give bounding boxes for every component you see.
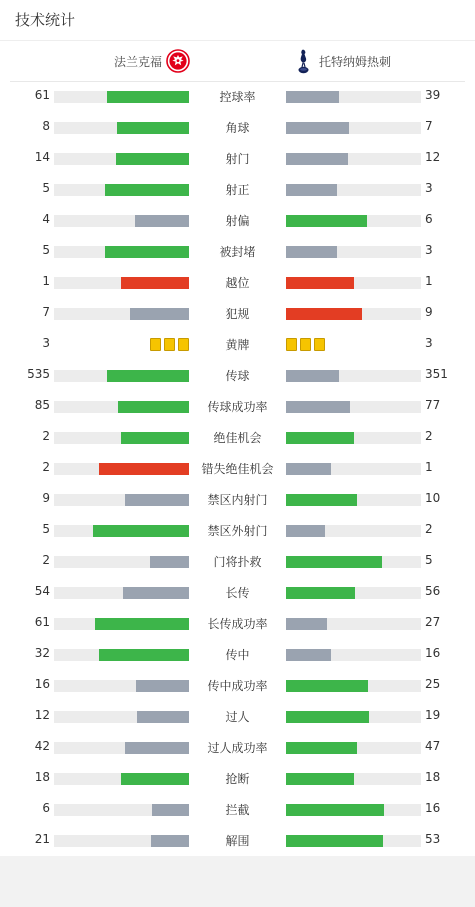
stat-label: 抢断 (225, 772, 250, 786)
stat-label: 拦截 (225, 803, 250, 817)
stat-label: 控球率 (219, 90, 256, 104)
home-bar-track (54, 711, 189, 723)
home-value: 61 (34, 615, 50, 629)
stat-label: 过人成功率 (207, 741, 268, 755)
away-bar (286, 525, 325, 537)
away-bar-track (286, 215, 421, 227)
home-bar-track (54, 525, 189, 537)
home-bar (123, 587, 189, 599)
stat-row-crosses (0, 639, 475, 670)
away-value: 16 (425, 646, 441, 660)
stat-row-yellow-cards (0, 329, 475, 360)
home-value: 5 (42, 243, 50, 257)
home-bar-track (54, 494, 189, 506)
home-value: 9 (42, 491, 50, 505)
away-bar-track (286, 525, 421, 537)
home-bar (121, 277, 189, 289)
home-value: 18 (34, 770, 50, 784)
home-value: 61 (34, 88, 50, 102)
home-bar-track (54, 401, 189, 413)
away-bar (286, 91, 339, 103)
stat-row-offsides (0, 267, 475, 298)
home-team-name: 法兰克福 (113, 55, 162, 69)
home-bar (105, 246, 189, 258)
home-value: 7 (42, 305, 50, 319)
home-bar-track (54, 370, 189, 382)
away-value: 18 (425, 770, 441, 784)
away-bar-track (286, 680, 421, 692)
stat-label: 传球 (225, 369, 250, 383)
home-bar (136, 680, 189, 692)
away-bar (286, 649, 331, 661)
away-bar (286, 277, 354, 289)
away-value: 351 (425, 367, 448, 381)
home-bar (99, 463, 189, 475)
teams-header (10, 41, 465, 82)
away-bar (286, 401, 350, 413)
yellow-card-icon (178, 338, 189, 351)
stat-label: 长传 (225, 586, 250, 600)
away-bar-track (286, 184, 421, 196)
away-bar (286, 184, 337, 196)
home-value: 8 (42, 119, 50, 133)
away-bar (286, 556, 382, 568)
away-bar-track (286, 835, 421, 847)
home-bar-track (54, 742, 189, 754)
stat-row-big-chances (0, 422, 475, 453)
stat-label: 门将扑救 (213, 555, 262, 569)
stat-label: 传球成功率 (207, 400, 268, 414)
home-bar-track (54, 618, 189, 630)
home-bar-track (54, 277, 189, 289)
stat-label: 黄牌 (225, 338, 250, 352)
away-bar-track (286, 556, 421, 568)
home-value: 1 (42, 274, 50, 288)
home-value: 6 (42, 801, 50, 815)
stat-row-passes (0, 360, 475, 391)
home-bar (105, 184, 189, 196)
stats-list (0, 81, 475, 856)
stat-row-long-balls (0, 577, 475, 608)
yellow-card-icon (300, 338, 311, 351)
away-bar (286, 618, 327, 630)
home-bar (135, 215, 189, 227)
stat-label: 禁区内射门 (207, 493, 268, 507)
stat-row-shots-off-target (0, 205, 475, 236)
away-bar (286, 680, 368, 692)
away-bar-track (286, 463, 421, 475)
home-bar (137, 711, 189, 723)
home-bar (93, 525, 189, 537)
stat-row-fouls (0, 298, 475, 329)
yellow-card-icon (314, 338, 325, 351)
stat-row-cross-accuracy (0, 670, 475, 701)
eintracht-frankfurt-eagle-icon (166, 49, 190, 73)
home-value: 5 (42, 181, 50, 195)
away-value: 2 (425, 429, 433, 443)
home-value: 54 (34, 584, 50, 598)
away-value: 27 (425, 615, 441, 629)
away-bar (286, 463, 331, 475)
home-value: 85 (34, 398, 50, 412)
away-bar (286, 432, 354, 444)
stat-label: 传中 (225, 648, 250, 662)
home-bar-track (54, 153, 189, 165)
away-bar (286, 370, 339, 382)
away-bar-track (286, 711, 421, 723)
home-value: 16 (34, 677, 50, 691)
stat-label: 犯规 (225, 307, 250, 321)
away-bar-track (286, 246, 421, 258)
home-bar-track (54, 773, 189, 785)
stat-label: 禁区外射门 (207, 524, 268, 538)
home-bar (121, 432, 189, 444)
stat-row-dribble-success (0, 732, 475, 763)
stat-label: 角球 (225, 121, 250, 135)
away-value: 5 (425, 553, 433, 567)
yellow-card-icon (164, 338, 175, 351)
home-bar-track (54, 91, 189, 103)
away-value: 3 (425, 181, 433, 195)
stat-label: 错失绝佳机会 (201, 462, 274, 476)
tottenham-cockerel-icon (295, 48, 311, 74)
home-bar-track (54, 680, 189, 692)
home-bar (151, 835, 189, 847)
away-value: 1 (425, 460, 433, 474)
stat-row-big-chances-missed (0, 453, 475, 484)
stat-row-interceptions (0, 794, 475, 825)
home-bar-track (54, 463, 189, 475)
away-value: 3 (425, 336, 433, 350)
home-value: 2 (42, 553, 50, 567)
stat-row-clearances (0, 825, 475, 856)
stat-label: 射正 (225, 183, 250, 197)
away-value: 10 (425, 491, 441, 505)
home-bar (107, 91, 189, 103)
away-bar-track (286, 91, 421, 103)
away-bar-track (286, 401, 421, 413)
away-bar-track (286, 649, 421, 661)
away-value: 16 (425, 801, 441, 815)
home-bar-track (54, 246, 189, 258)
yellow-card-icon (286, 338, 297, 351)
stat-row-goalkeeper-saves (0, 546, 475, 577)
away-bar-track (286, 804, 421, 816)
away-bar-track (286, 277, 421, 289)
home-bar-track (54, 184, 189, 196)
away-bar-track (286, 370, 421, 382)
away-value: 6 (425, 212, 433, 226)
stat-row-shots (0, 143, 475, 174)
home-value: 4 (42, 212, 50, 226)
stat-row-tackles (0, 763, 475, 794)
away-bar (286, 742, 357, 754)
home-value: 21 (34, 832, 50, 846)
away-bar (286, 587, 355, 599)
away-bar-track (286, 773, 421, 785)
away-bar (286, 122, 349, 134)
away-bar (286, 215, 367, 227)
home-bar (107, 370, 189, 382)
stat-row-shots-on-target (0, 174, 475, 205)
stat-label: 射门 (225, 152, 250, 166)
away-bar (286, 835, 383, 847)
home-value: 12 (34, 708, 50, 722)
away-bar (286, 246, 337, 258)
away-bar (286, 711, 369, 723)
stat-label: 长传成功率 (207, 617, 268, 631)
away-bar-track (286, 742, 421, 754)
away-bar (286, 153, 348, 165)
home-bar-track (54, 804, 189, 816)
home-bar (152, 804, 189, 816)
away-bar-track (286, 153, 421, 165)
stat-row-corners (0, 112, 475, 143)
stat-label: 被封堵 (219, 245, 256, 259)
home-bar (125, 494, 189, 506)
home-value: 535 (27, 367, 50, 381)
home-value: 2 (42, 429, 50, 443)
page-title: 技术统计 (15, 11, 76, 29)
away-bar-track (286, 494, 421, 506)
home-bar (118, 401, 189, 413)
away-bar-track (286, 432, 421, 444)
away-bar (286, 804, 384, 816)
home-bar (95, 618, 189, 630)
away-value: 56 (425, 584, 441, 598)
stat-row-possession (0, 81, 475, 112)
stat-row-blocked-shots (0, 236, 475, 267)
away-value: 39 (425, 88, 441, 102)
stat-label: 越位 (225, 276, 250, 290)
away-value: 77 (425, 398, 441, 412)
home-bar (116, 153, 189, 165)
home-bar (150, 556, 189, 568)
away-value: 19 (425, 708, 441, 722)
home-bar-track (54, 835, 189, 847)
away-bar-track (286, 618, 421, 630)
stat-label: 射偏 (225, 214, 250, 228)
away-bar-track (286, 122, 421, 134)
away-yellow-cards (286, 338, 325, 352)
stat-row-dribbles (0, 701, 475, 732)
home-yellow-cards (150, 338, 189, 352)
away-value: 25 (425, 677, 441, 691)
home-bar (121, 773, 189, 785)
home-bar (117, 122, 189, 134)
away-value: 7 (425, 119, 433, 133)
stat-label: 解围 (225, 834, 250, 848)
stat-label: 绝佳机会 (213, 431, 262, 445)
home-bar-track (54, 649, 189, 661)
stat-row-pass-accuracy (0, 391, 475, 422)
home-value: 3 (42, 336, 50, 350)
away-value: 2 (425, 522, 433, 536)
home-bar-track (54, 587, 189, 599)
away-bar (286, 308, 362, 320)
away-value: 12 (425, 150, 441, 164)
home-bar-track (54, 215, 189, 227)
stat-row-shots-outside-box (0, 515, 475, 546)
away-bar (286, 494, 357, 506)
away-value: 1 (425, 274, 433, 288)
yellow-card-icon (150, 338, 161, 351)
away-value: 9 (425, 305, 433, 319)
away-bar (286, 773, 354, 785)
away-value: 47 (425, 739, 441, 753)
away-value: 53 (425, 832, 441, 846)
home-bar-track (54, 432, 189, 444)
away-bar-track (286, 308, 421, 320)
away-team-name: 托特纳姆热刺 (319, 55, 392, 69)
stat-row-shots-inside-box (0, 484, 475, 515)
stat-row-long-ball-accuracy (0, 608, 475, 639)
home-bar-track (54, 556, 189, 568)
home-value: 14 (34, 150, 50, 164)
stat-label: 过人 (225, 710, 250, 724)
home-bar (130, 308, 189, 320)
home-bar-track (54, 122, 189, 134)
away-value: 3 (425, 243, 433, 257)
home-bar-track (54, 308, 189, 320)
home-value: 32 (34, 646, 50, 660)
stat-label: 传中成功率 (207, 679, 268, 693)
home-bar (125, 742, 189, 754)
home-value: 42 (34, 739, 50, 753)
away-bar-track (286, 587, 421, 599)
home-bar (99, 649, 189, 661)
home-value: 5 (42, 522, 50, 536)
home-value: 2 (42, 460, 50, 474)
